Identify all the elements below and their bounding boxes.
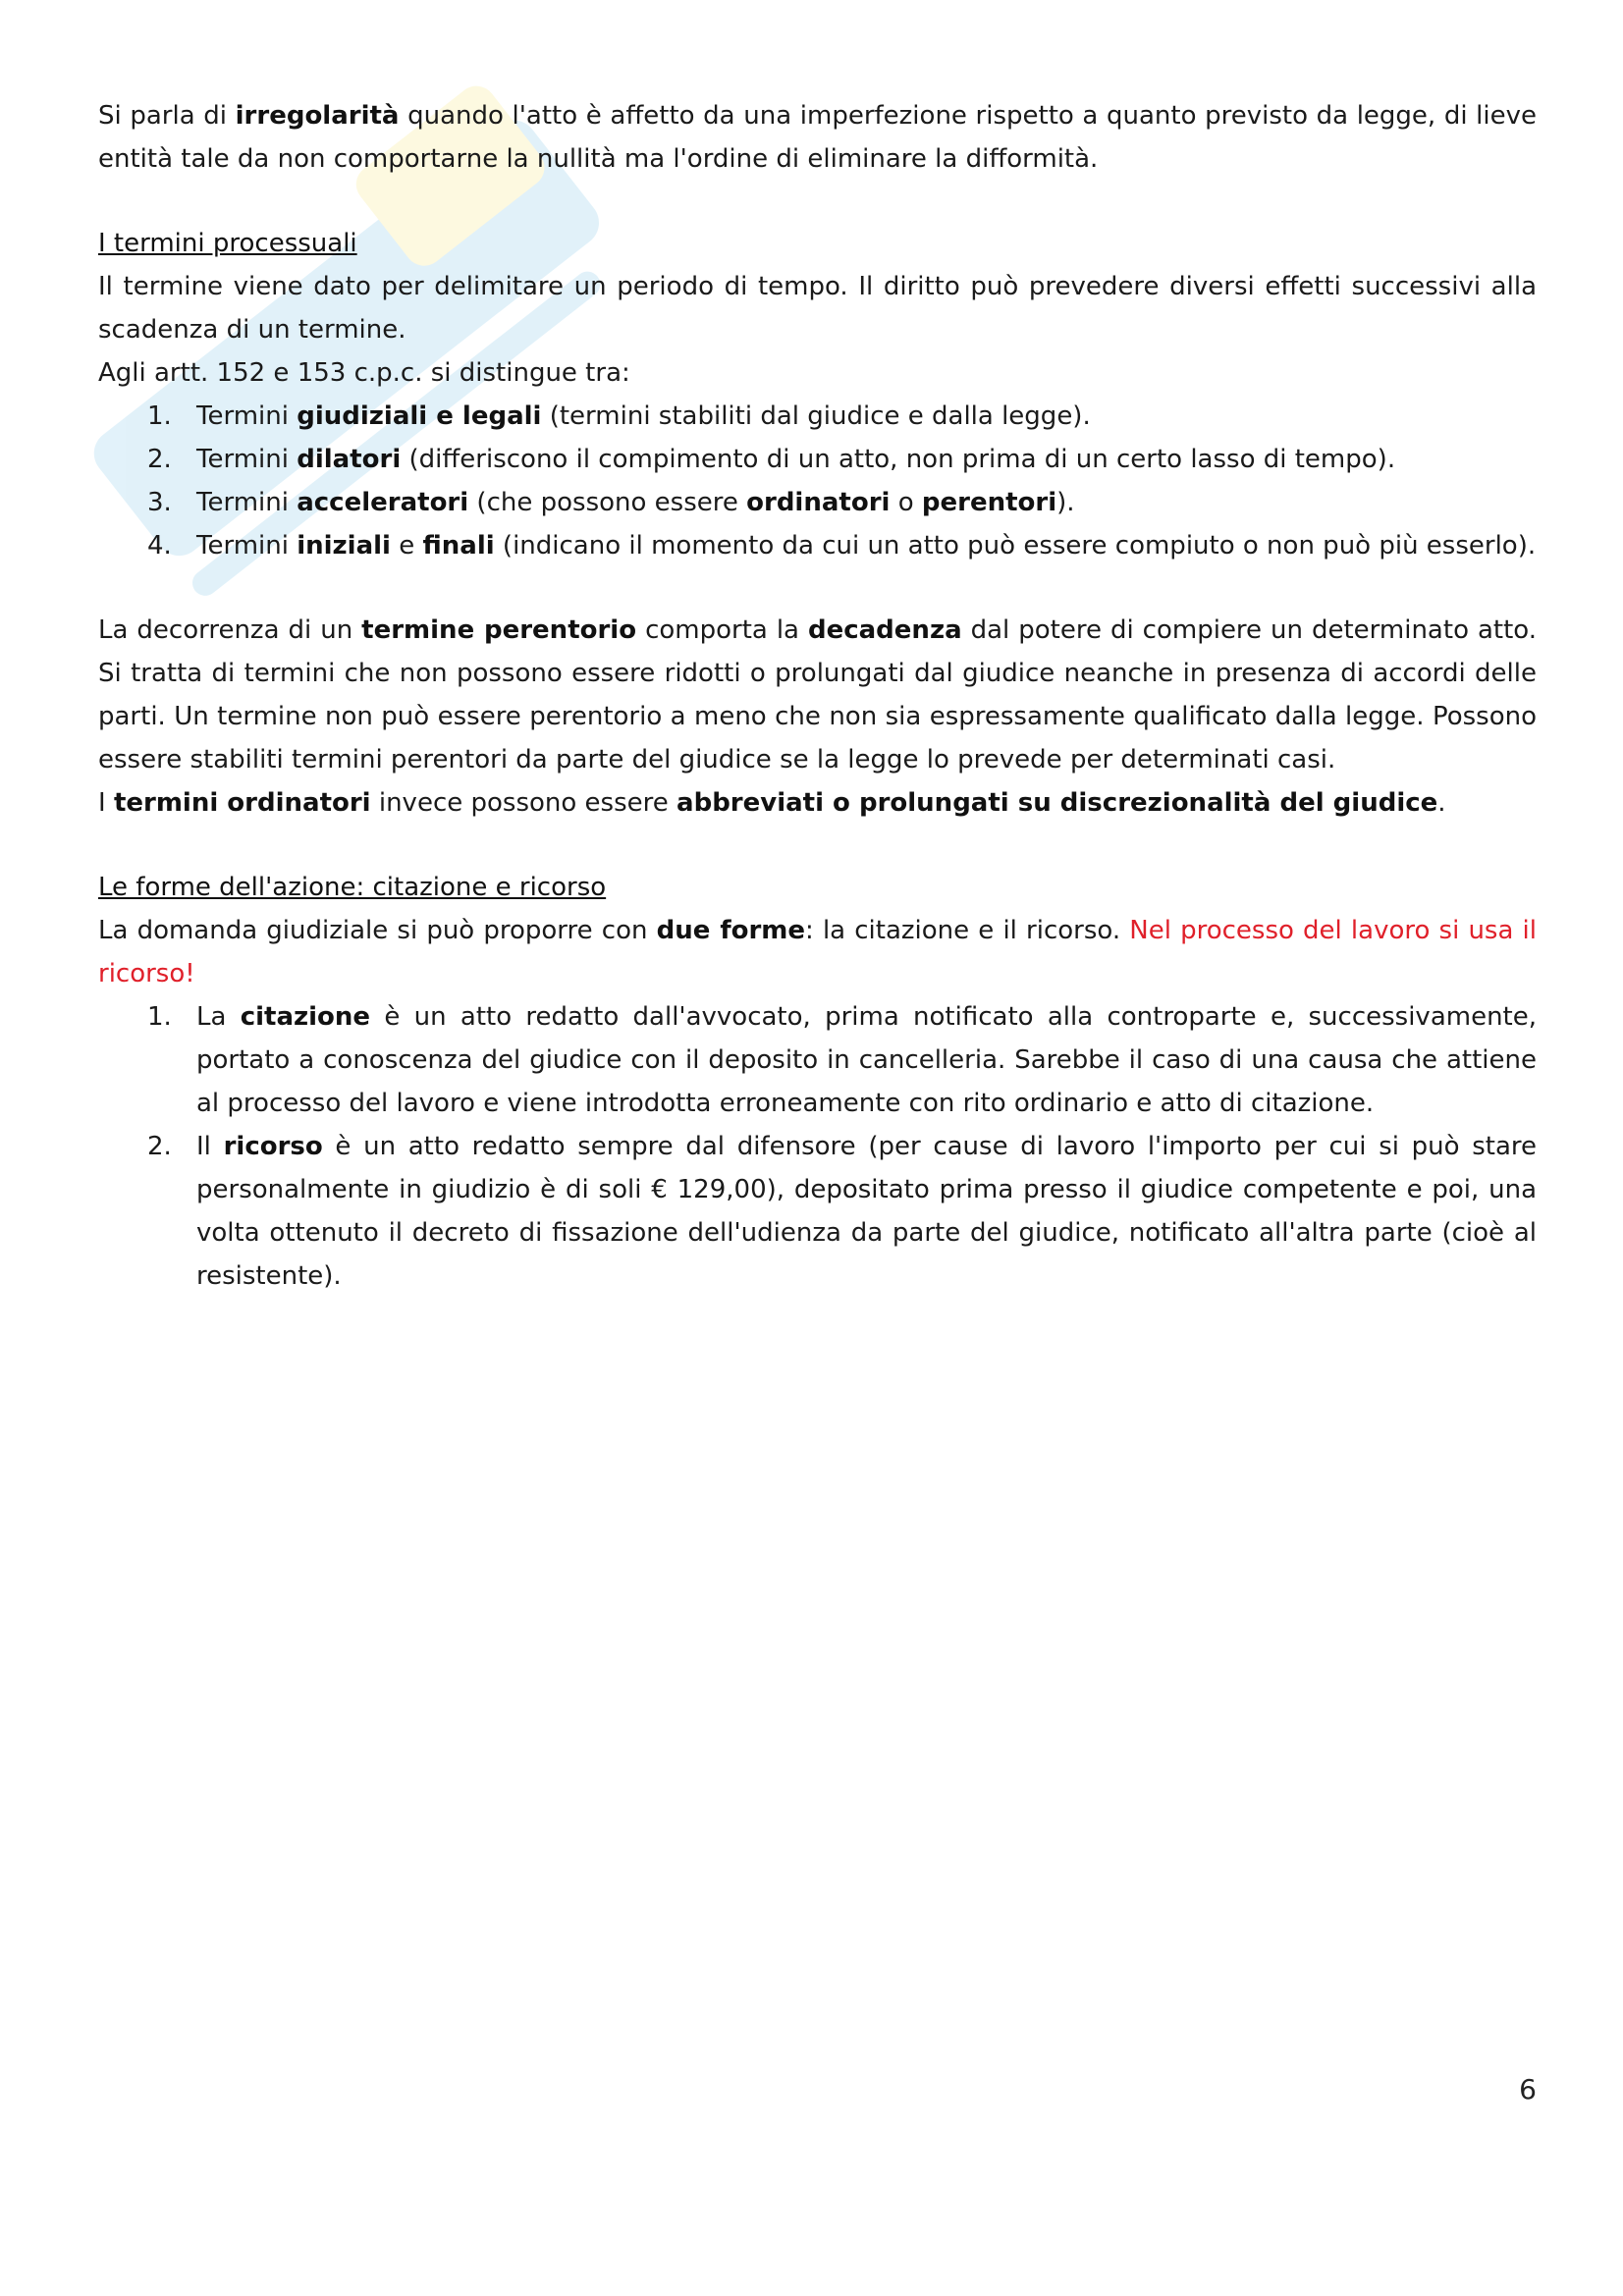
section-heading-forme-azione: Le forme dell'azione: citazione e ricorso — [98, 873, 607, 902]
paragraph-termine-definizione: Il termine viene dato per delimitare un periodo di tempo. Il diritto può prevedere diversi effetti successivi alla scadenza di un termine. — [98, 272, 1537, 345]
document-body — [98, 94, 1537, 1298]
list-item: 2. Termini dilatori (differiscono il compimento di un atto, non prima di un certo lasso di tempo). — [147, 445, 1396, 474]
section-heading-termini: I termini processuali — [98, 229, 357, 258]
red-note: Nel processo del lavoro si usa il ricorso! — [98, 916, 1538, 988]
paragraph-domanda-giudiziale: La domanda giudiziale si può proporre con due forme: la citazione e il ricorso. Nel processo del lavoro si usa il ricorso! — [98, 916, 1538, 988]
paragraph-termini-ordinatori: I termini ordinatori invece possono essere abbreviati o prolungati su discrezionalità del giudice. — [98, 788, 1446, 818]
paragraph-articoli: Agli artt. 152 e 153 c.p.c. si distingue tra: — [98, 358, 630, 388]
list-termini — [98, 395, 1537, 567]
list-item: 3. Termini acceleratori (che possono essere ordinatori o perentori). — [147, 488, 1075, 517]
list-item: 1. Termini giudiziali e legali (termini stabiliti dal giudice e dalla legge). — [147, 401, 1091, 431]
paragraph-irregolarita: Si parla di irregolarità quando l'atto è affetto da una imperfezione rispetto a quanto previsto da legge, di lieve entità tale da non comportarne la nullità ma l'ordine di eliminare la difformità. — [98, 101, 1538, 174]
list-item: 1. La citazione è un atto redatto dall'avvocato, prima notificato alla controparte e, successivamente, portato a conoscenza del giudice con il deposito in cancelleria. Sarebbe il caso di una causa che attiene al processo del lavoro e viene introdotta erroneamente con rito ordinario e atto di citazione. — [147, 1002, 1538, 1118]
paragraph-termine-perentorio: La decorrenza di un termine perentorio comporta la decadenza dal potere di compiere un determinato atto. Si tratta di termini che non possono essere ridotti o prolungati dal giudice neanche in presenza di accordi delle parti. Un termine non può essere perentorio a meno che non sia espressamente qualificato dalla legge. Possono essere stabiliti termini perentori da parte del giudice se la legge lo prevede per determinati casi. — [98, 615, 1537, 774]
page-number: 6 — [1519, 2073, 1537, 2106]
list-forme — [98, 995, 1537, 1298]
list-item: 4. Termini iniziali e finali (indicano il momento da cui un atto può essere compiuto o non può più esserlo). — [147, 531, 1537, 561]
list-item: 2. Il ricorso è un atto redatto sempre dal difensore (per cause di lavoro l'importo per cui si può stare personalmente in giudizio è di soli € 129,00), depositato prima presso il giudice competente e poi, una volta ottenuto il decreto di fissazione dell'udienza da parte del giudice, notificato all'altra parte (cioè al resistente). — [147, 1132, 1538, 1291]
